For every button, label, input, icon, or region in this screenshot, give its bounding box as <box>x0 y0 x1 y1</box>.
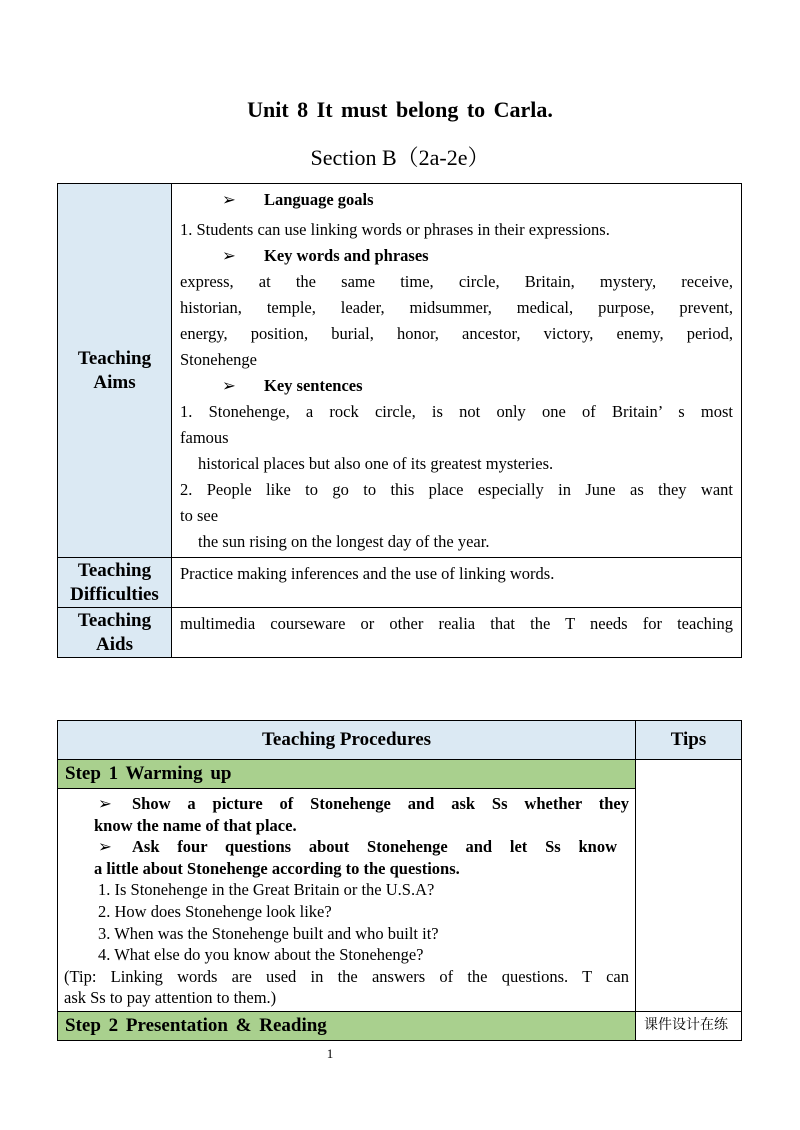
teaching-difficulties-label <box>58 558 172 608</box>
step-1-bullet <box>50 836 629 858</box>
teaching-aims-label <box>58 184 172 558</box>
arrow-bullet-icon: ➢ <box>222 376 236 395</box>
step-1-tip-text: ask Ss to pay attention to them.) <box>64 988 277 1008</box>
key-sentence-line: historical places but also one of its greatest mysteries. <box>198 454 554 473</box>
teaching-aids-content <box>172 608 742 658</box>
key-words-line: energy, position, burial, honor, ancestor, victory, enemy, period, <box>180 324 733 343</box>
step-1-content <box>58 789 636 1012</box>
arrow-bullet-icon: ➢ <box>222 190 236 209</box>
question-item: 2. How does Stonehenge look like? <box>98 901 332 921</box>
step-1-bullet-text: a little about Stonehenge according to the questions. <box>94 858 460 878</box>
key-words-heading <box>180 243 733 269</box>
arrow-bullet-icon: ➢ <box>98 794 112 813</box>
key-sentence-line: famous <box>180 428 229 447</box>
key-words-heading-text: Key words and phrases <box>264 246 429 265</box>
teaching-procedures-table <box>57 720 742 1041</box>
teaching-difficulties-label-line: Difficulties <box>70 583 159 605</box>
teaching-aims-label-line: Aims <box>93 371 136 393</box>
document-subtitle: Section B（2a-2e） <box>310 145 490 170</box>
teaching-aids-text: multimedia courseware or other realia that the T needs for teaching <box>180 614 733 633</box>
step-1-bullet-text: Ask four questions about Stonehenge and let Ss know <box>132 837 617 857</box>
key-words-line: historian, temple, leader, midsummer, medical, purpose, prevent, <box>180 298 733 317</box>
teaching-difficulties-content <box>172 558 742 608</box>
step-2-tips-cell: 课件设计在练 <box>636 1011 742 1040</box>
teaching-aims-table <box>57 183 742 658</box>
step-1-bullet-text: know the name of that place. <box>94 815 297 835</box>
step-1-tip-text: (Tip: Linking words are used in the answers of the questions. T can <box>64 966 629 986</box>
language-goals-heading <box>180 187 733 213</box>
teaching-aids-label-line: Teaching <box>77 609 152 631</box>
teaching-aims-content <box>172 184 742 558</box>
teaching-aims-label-line: Teaching <box>77 347 152 369</box>
teaching-difficulties-text: Practice making inferences and the use of linking words. <box>180 564 555 583</box>
question-item: 4. What else do you know about the Stonehenge? <box>98 945 424 965</box>
document-title: Unit 8 It must belong to Carla. <box>247 97 553 122</box>
language-goal-item: 1. Students can use linking words or phrases in their expressions. <box>180 220 610 239</box>
teaching-aids-label-line: Aids <box>96 633 133 655</box>
page-number: 1 <box>326 1046 334 1061</box>
teaching-aids-label <box>58 608 172 658</box>
step-2-header: Step 2 Presentation & Reading <box>58 1011 636 1040</box>
teaching-procedures-header: Teaching Procedures <box>58 721 636 760</box>
key-sentence-line: to see <box>180 506 219 525</box>
question-item: 1. Is Stonehenge in the Great Britain or the U.S.A? <box>98 880 435 900</box>
key-sentence-line: 2. People like to go to this place especially in June as they want <box>180 480 733 499</box>
tips-header: Tips <box>636 721 742 760</box>
language-goals-heading-text: Language goals <box>264 190 374 209</box>
key-words-line: express, at the same time, circle, Britain, mystery, receive, <box>180 272 733 291</box>
key-sentences-heading <box>180 373 733 399</box>
arrow-bullet-icon: ➢ <box>222 246 236 265</box>
step-1-tips-cell <box>636 760 742 1012</box>
step-1-bullet <box>50 793 629 815</box>
key-sentence-line: 1. Stonehenge, a rock circle, is not only one of Britain’ s most <box>180 402 733 421</box>
key-sentences-heading-text: Key sentences <box>264 376 363 395</box>
question-item: 3. When was the Stonehenge built and who built it? <box>98 923 439 943</box>
key-words-line: Stonehenge <box>180 350 257 369</box>
step-1-bullet-text: Show a picture of Stonehenge and ask Ss whether they <box>132 794 629 813</box>
arrow-bullet-icon: ➢ <box>98 837 112 857</box>
teaching-difficulties-label-line: Teaching <box>77 559 152 581</box>
key-sentence-line: the sun rising on the longest day of the year. <box>198 532 490 551</box>
step-1-header: Step 1 Warming up <box>58 760 636 789</box>
